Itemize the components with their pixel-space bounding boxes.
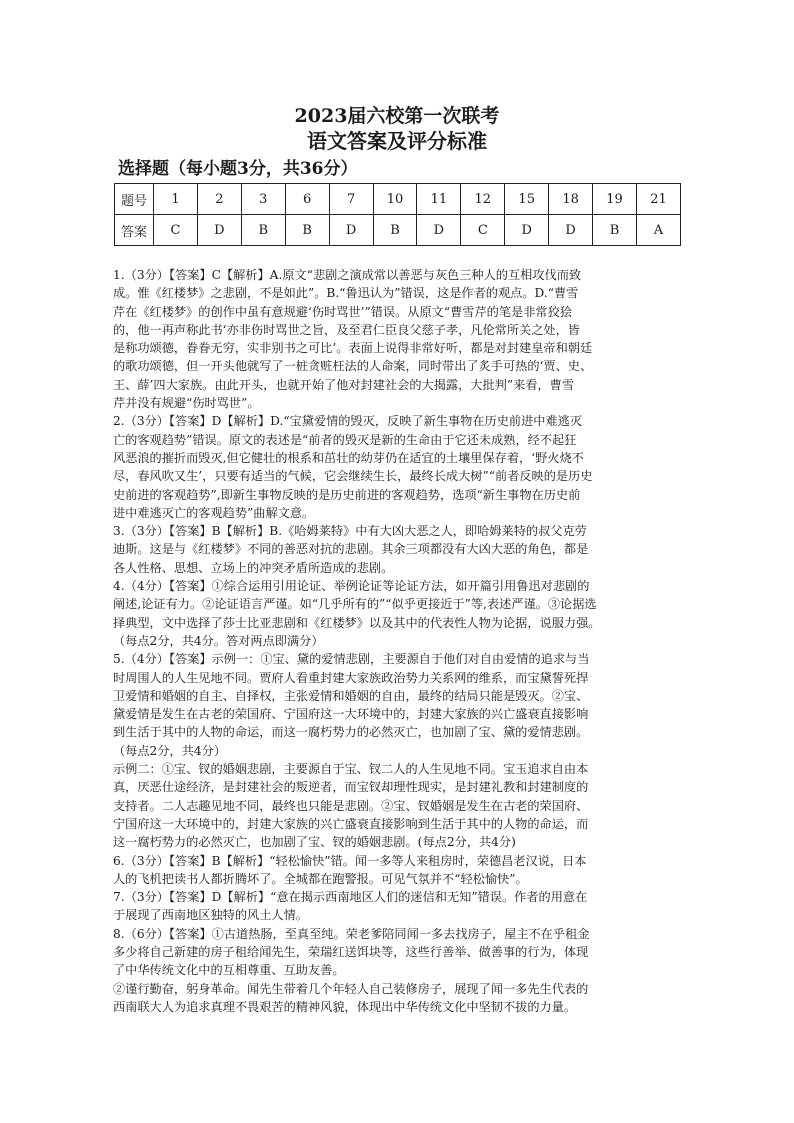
text-line: 真，厌恶仕途经济，是封建社会的叛逆者，而宝钗却理性现实，是封建礼教和封建制度的 [113,780,589,795]
text-line: 6.（3分）【答案】B【解析】“轻松愉快”错。闻一多等人来租房时，荣德昌老汉说，日本 [113,853,587,868]
text-line: 这一腐朽势力的必然灭亡，也加剧了宝、钗的婚姻悲剧。(每点2分，共4分) [113,835,516,850]
text-line: 3.（3分）【答案】B【解析】B.《哈姆莱特》中有大凶大恶之人，即哈姆莱特的叔父克劳 [113,524,587,539]
text-line: 王、薛’四大家族。由此开头，也就开始了他对封建社会的大揭露，大批判”来看，曹雪 [113,377,575,392]
answer-cell: C [154,215,198,246]
text-line: 芹并没有规避“伤时骂世”。 [113,396,260,411]
question-number-cell: 12 [461,184,505,215]
question-number-cell: 15 [505,184,549,215]
text-line: 的，他一再声称此书‘亦非伤时骂世之旨，及至君仁臣良父慈子孝，凡伦常所关之处，皆 [113,322,580,337]
text-line: 卫爱情和婚姻的自主、自择权，主张爱情和婚姻的自由，最终的结局只能是毁灭。②宝、 [113,688,589,703]
text-line: 7.（3分）【答案】D【解析】“意在揭示西南地区人们的迷信和无知”错误。作者的用意在 [113,890,588,905]
question-number-cell: 7 [329,184,373,215]
text-line: （每点2分，共4分。答对两点即满分） [113,633,324,648]
text-line: 时周围人的人生见地不同。贾府人看重封建大家族政治势力关系网的维系，而宝黛誓死捍 [113,670,589,685]
text-line: 西南联大人为追求真理不畏艰苦的精神风貌，体现出中华传统文化中坚韧不拔的力量。 [113,999,577,1014]
text-line: 宁国府这一大环境中的，封建大家族的兴亡盛衰直接影响到生活于其中的人物的命运，而 [113,816,589,831]
question-number-cell: 11 [417,184,461,215]
answer-cell: D [505,215,549,246]
text-line: 的歌功颂德，但一开头他就写了一桩贪赃枉法的人命案，同时带出了炙手可热的‘贾、史、 [113,359,593,374]
text-line: 亡的客观趋势”错误。原文的表述是“前者的毁灭是新的生命由于它还未成熟，经不起狂 [113,432,577,447]
text-line: 4.（4分）【答案】①综合运用引用论证、举例论证等论证方法，如开篇引用鲁迅对悲剧的 [113,579,590,594]
text-line: 迪斯。这是与《红楼梦》不同的善恶对抗的悲剧。其余三项都没有大凶大恶的角色，都是 [113,542,589,557]
text-line: 风恶浪的摧折而毁灭,但它健壮的根系和茁壮的幼芽仍在适宜的土壤里保存着，‘野火烧不 [113,450,584,465]
question-number-cell: 19 [593,184,637,215]
text-line: 5.（4分）【答案】示例一：①宝、黛的爱情悲剧，主要源自于他们对自由爱情的追求与当 [113,652,590,667]
text-line: 到生活于其中的人物的命运，而这一腐朽势力的必然灭亡，也加剧了宝、黛的爱情悲剧。 [113,725,589,740]
text-line: 人的飞机把读书人都折腾坏了。全城都在跑警报。可见气氛并不“轻松愉快”。 [113,871,528,886]
answer-explanations [113,266,688,1016]
text-line: ②谨行勤奋，躬身革命。闻先生带着几个年轻人自己装修房子，展现了闻一多先生代表的 [113,981,589,996]
text-line: 进中难逃灭亡的客观趋势”曲解文意。 [113,505,315,520]
choice-section-heading: 选择题（每小题3分，共36分） [118,159,358,179]
question-number-cell: 3 [241,184,285,215]
row-label-number: 题号 [115,184,154,215]
text-line: 1.（3分）【答案】C【解析】A.原文“悲剧之演成常以善恶与灰色三种人的互相攻伐而致 [113,268,582,282]
answer-cell: B [285,215,329,246]
answer-cell: D [417,215,461,246]
question-number-cell: 2 [197,184,241,215]
text-line: 成。惟《红楼梦》之悲剧，不是如此”。B.“鲁迅认为”错误，这是作者的观点。D.“曹雪 [113,286,579,301]
answer-cell: D [197,215,241,246]
question-number-cell: 1 [154,184,198,215]
question-number-cell: 18 [549,184,593,215]
text-line: 是称功颂德，眷眷无穷，实非别书之可比’。表面上说得非常好听，都是对封建皇帝和朝廷 [113,341,593,356]
question-number-cell: 6 [285,184,329,215]
text-line: 示例二：①宝、钗的婚姻悲剧，主要源自于宝、钗二人的人生见地不同。宝玉追求自由本 [113,762,589,777]
answer-cell: A [636,215,680,246]
answer-table [114,183,681,246]
question-number-cell: 10 [373,184,417,215]
text-line: 支持者。二人志趣见地不同，最终也只能是悲剧。②宝、钗婚姻是发生在古老的荣国府、 [113,798,589,813]
text-line: 择典型，文中选择了莎士比亚悲剧和《红楼梦》以及其中的代表性人物为论据，说服力强。 [113,615,601,630]
text-line: 黛爱情是发生在古老的荣国府、宁国府这一大环境中的，封建大家族的兴亡盛衰直接影响 [113,707,589,722]
text-line: 了中华传统文化中的互相尊重、互助友善。 [113,963,345,978]
answer-row [115,215,681,246]
text-line: 尽，春风吹又生’，只要有适当的气候，它会继续生长，最终长成大树”“前者反映的是历史 [113,469,593,484]
question-number-cell: 21 [636,184,680,215]
row-label-answer: 答案 [115,215,154,246]
text-line: 各人性格、思想、立场上的冲突矛盾所造成的悲剧。 [113,560,394,575]
text-line: 8.（6分）【答案】①古道热肠，至真至纯。荣老爹陪同闻一多去找房子，屋主不在乎租金 [113,926,590,941]
document-title: 2023届六校第一次联考 [294,105,500,127]
text-line: 于展现了西南地区独特的风土人情。 [113,908,308,923]
text-line: 多少将自己新建的房子租给闻先生，荣瑞红送饵块等，这些行善举、做善事的行为，体现 [113,944,589,959]
answer-cell: C [461,215,505,246]
text-line: 芹在《红楼梦》的创作中虽有意规避‘伤时骂世’”错误。从原文“曹雪芹的笔是非常狡狯 [113,304,572,319]
text-line: 史前进的客观趋势”,即新生事物反映的是历史前进的客观趋势，选项“新生事物在历史前 [113,487,581,502]
answer-cell: D [329,215,373,246]
answer-cell: B [373,215,417,246]
answer-cell: B [241,215,285,246]
question-number-row [115,184,681,215]
text-line: 阐述,论证有力。②论证语言严谨。如“几乎所有的”“似乎更接近于”等,表述严谨。③论据选 [113,597,597,612]
text-line: （每点2分，共4分） [113,743,227,758]
document-subtitle: 语文答案及评分标准 [307,129,487,153]
answer-cell: D [549,215,593,246]
answer-cell: B [593,215,637,246]
text-line: 2.（3分）【答案】D【解析】D.“宝黛爱情的毁灭，反映了新生事物在历史前进中难逃灭 [113,414,583,429]
